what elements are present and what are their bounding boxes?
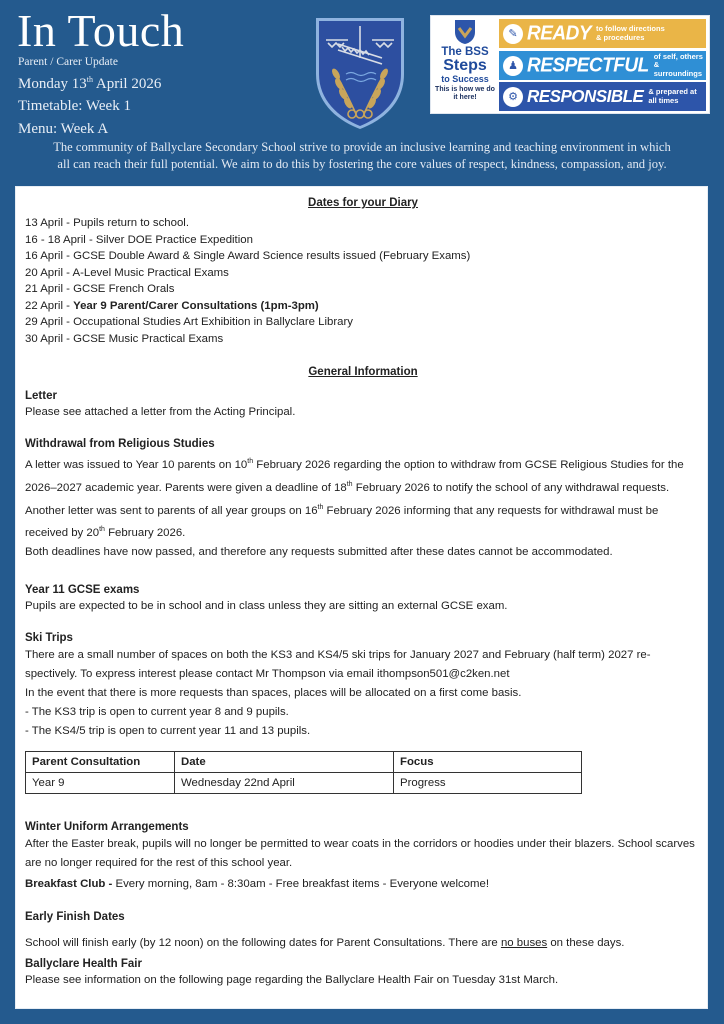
- ski-trips-section: [25, 630, 697, 741]
- section-title: Year 11 GCSE exams: [25, 584, 140, 596]
- ordinal: th: [99, 526, 105, 534]
- issue-date-ordinal: th: [86, 75, 93, 84]
- gears-icon: ⚙: [503, 87, 523, 107]
- content-panel: [16, 187, 707, 1008]
- newsletter-subtitle: Parent / Carer Update: [18, 56, 118, 68]
- section-title: Winter Uniform Arrangements: [25, 821, 189, 833]
- letter-section: [25, 388, 697, 421]
- text-run: February 2026 regarding the option to withdraw from GCSE Religious Studies for the 2026–2027 academic year. Parents were given a deadline of 18: [25, 458, 684, 494]
- diary-text: GCSE Double Award & Single Award Science results issued (February Exams): [73, 250, 471, 262]
- mission-line-2: all can reach their full potential. We aim to do this by fostering the core values of respect, kindness, compassion, and joy.: [57, 157, 667, 171]
- diary-text: Occupational Studies Art Exhibition in Ballyclare Library: [73, 316, 353, 328]
- uniform-section: [25, 819, 697, 873]
- section-title: Breakfast Club -: [25, 878, 116, 890]
- health-fair-section: [25, 956, 697, 989]
- value-description-line-1: & prepared at: [648, 87, 697, 96]
- steps-line-1: The BSS: [441, 46, 489, 58]
- diary-item: [25, 248, 470, 265]
- section-title: Letter: [25, 390, 57, 402]
- diary-date: 16 April -: [25, 250, 74, 262]
- mini-crest-icon: [454, 19, 476, 45]
- newsletter-header: [0, 0, 724, 185]
- diary-item: [25, 298, 470, 315]
- section-body: Please see information on the following page regarding the Ballyclare Health Fair on Tuesday 31st March.: [25, 974, 559, 986]
- section-body: After the Easter break, pupils will no longer be permitted to wear coats in the corridors or hoodies under their blazers. School scarves are no longer required for the rest of this school year.: [25, 838, 695, 869]
- diary-heading: Dates for your Diary: [308, 197, 418, 209]
- steps-line-3: to Success: [441, 74, 489, 84]
- steps-line-2: Steps: [443, 57, 487, 74]
- diary-text: GCSE French Orals: [73, 283, 175, 295]
- diary-date: 29 April -: [25, 316, 74, 328]
- section-paragraph: [25, 498, 697, 544]
- diary-date: 16 - 18 April -: [25, 233, 96, 246]
- value-description-line-2: & procedures: [596, 32, 645, 42]
- table-row: [26, 773, 582, 794]
- steps-to-success-banner: [430, 15, 710, 114]
- diary-item: [25, 265, 470, 282]
- general-info-heading: General Information: [308, 366, 418, 378]
- value-description-line-2: all times: [648, 95, 679, 105]
- value-description: [648, 88, 696, 105]
- section-paragraph: In the event that there is more requests than spaces, places will be allocated on a first come basis.: [25, 687, 522, 699]
- section-title: Ski Trips: [25, 632, 73, 644]
- section-title: Withdrawal from Religious Studies: [25, 438, 215, 450]
- issue-date-day: Monday 13: [18, 76, 87, 92]
- diary-date: 22 April -: [25, 299, 74, 312]
- table-cell: Progress: [394, 773, 582, 794]
- mission-line-1: The community of Ballyclare Secondary School strive to provide an inclusive learning and teaching environment in which: [53, 140, 671, 154]
- text-run: Every morning, 8am - 8:30am - Free breakfast items - Everyone welcome!: [115, 878, 490, 890]
- value-word: RESPONSIBLE: [527, 86, 644, 106]
- diary-item: [25, 314, 470, 331]
- people-icon: ♟: [503, 56, 523, 76]
- value-description-line-1: to follow directions: [596, 24, 665, 33]
- table-cell: Wednesday 22nd April: [175, 773, 394, 794]
- value-description: [596, 25, 665, 42]
- consultation-table: [25, 751, 582, 794]
- value-description-line-1: of self, others: [653, 51, 703, 61]
- diary-text: Pupils return to school.: [73, 217, 189, 229]
- value-band-respectful: [499, 51, 706, 80]
- mission-statement: [0, 139, 724, 173]
- section-paragraph: - The KS3 trip is open to current year 8 and 9 pupils.: [25, 706, 289, 718]
- text-run: A letter was issued to Year 10 parents on 10: [25, 458, 248, 471]
- ordinal: th: [346, 480, 353, 488]
- early-finish-section: [25, 909, 697, 953]
- religious-studies-section: [25, 436, 697, 562]
- table-header-row: [26, 752, 582, 773]
- section-title: Early Finish Dates: [25, 911, 125, 923]
- column-header: Parent Consultation: [26, 752, 175, 773]
- newsletter-title: In Touch: [17, 5, 185, 56]
- timetable-week: Timetable: Week 1: [18, 98, 131, 114]
- breakfast-club-section: [25, 875, 697, 894]
- text-run: February 2026.: [104, 527, 186, 540]
- steps-line-4: This is how we do it here!: [435, 86, 495, 101]
- school-crest-icon: [312, 14, 408, 132]
- year11-exams-section: [25, 582, 697, 615]
- diary-date: 21 April -: [25, 283, 74, 295]
- issue-date-month-year: April 2026: [92, 76, 162, 92]
- diary-text-bold: Year 9 Parent/Carer Consultations (1pm-3pm): [73, 299, 319, 312]
- section-paragraph: There are a small number of spaces on both the KS3 and KS4/5 ski trips for January 2027 and February (half term) 2027 re-spectively. To express interest please contact Mr Thompson via email ithompson501@c2ken.net: [25, 649, 651, 680]
- value-word: RESPECTFUL: [527, 53, 649, 76]
- value-band-responsible: [499, 82, 706, 111]
- diary-list: [25, 215, 470, 347]
- section-paragraph: [25, 452, 697, 498]
- section-body: [25, 875, 697, 894]
- desk-person-icon: ✎: [503, 24, 523, 44]
- section-title: Ballyclare Health Fair: [25, 958, 142, 970]
- text-run: February 2026 to notify the school of any withdrawal requests.: [352, 481, 670, 494]
- value-word: READY: [527, 21, 592, 44]
- section-paragraph: - The KS4/5 trip is open to current year 11 and 13 pupils.: [25, 725, 311, 737]
- diary-text: GCSE Music Practical Exams: [73, 332, 224, 345]
- table-cell: Year 9: [26, 773, 175, 794]
- steps-title-block: [434, 19, 496, 110]
- section-body: Please see attached a letter from the Acting Principal.: [25, 406, 296, 418]
- ordinal: th: [317, 503, 324, 511]
- section-body: Pupils are expected to be in school and in class unless they are sitting an external GCSE exam.: [25, 600, 508, 612]
- column-header: Focus: [394, 752, 582, 773]
- text-run: on these days.: [547, 937, 625, 949]
- diary-date: 30 April -: [25, 332, 74, 345]
- text-run: February 2026 informing that any requests for withdrawal must be received by 20: [25, 504, 659, 540]
- section-paragraph: Both deadlines have now passed, and therefore any requests submitted after these dates cannot be accommodated.: [25, 546, 613, 559]
- menu-week: Menu: Week A: [18, 121, 109, 137]
- diary-item: [25, 232, 470, 249]
- diary-item: [25, 215, 470, 232]
- diary-item: [25, 281, 470, 298]
- diary-date: 20 April -: [25, 266, 73, 279]
- diary-date: 13 April -: [25, 217, 74, 229]
- diary-item: [25, 331, 470, 348]
- diary-text: A-Level Music Practical Exams: [72, 266, 229, 279]
- ordinal: th: [247, 458, 254, 465]
- underlined-text: no buses: [500, 937, 548, 949]
- text-run: School will finish early (by 12 noon) on the following dates for Parent Consultations. There are: [25, 937, 501, 949]
- column-header: Date: [175, 752, 394, 773]
- section-body: [25, 934, 697, 953]
- value-description-line-2: & surroundings: [653, 60, 703, 78]
- text-run: Another letter was sent to parents of all year groups on 16: [25, 504, 318, 517]
- value-band-ready: [499, 19, 706, 48]
- value-description: [654, 53, 706, 79]
- diary-text: Silver DOE Practice Expedition: [95, 233, 253, 246]
- issue-date: [18, 75, 161, 93]
